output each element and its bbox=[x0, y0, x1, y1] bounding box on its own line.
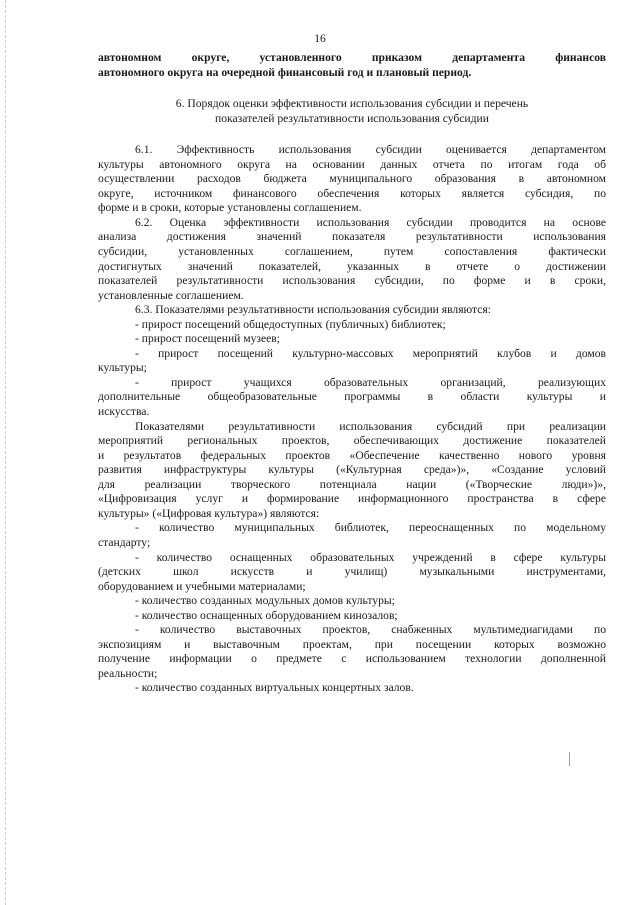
text-line: «Цифровизация услуг и формирование информационного пространства в сфере bbox=[98, 492, 606, 506]
text-line: для реализации творческого потенциала нации («Творческие люди»)», bbox=[98, 477, 606, 491]
text-line: автономном округе, установленного приказом департамента финансов bbox=[98, 51, 606, 64]
text-line: анализа достижения значений показателя результативности использования bbox=[98, 230, 606, 244]
text-line: Показателями результативности использования субсидий при реализации bbox=[135, 419, 606, 433]
section-heading bbox=[98, 97, 606, 126]
list-item: - количество оснащенных оборудованием кинозалов; bbox=[135, 608, 398, 622]
paragraph-6-3 bbox=[98, 303, 606, 419]
text-line: искусства. bbox=[98, 405, 150, 419]
text-line: стандарту; bbox=[98, 535, 151, 549]
page-left-edge bbox=[5, 0, 6, 905]
text-line: дополнительные общеобразовательные программы в области культуры и bbox=[98, 390, 606, 404]
text-line: мероприятий региональных проектов, обеспечивающих достижение показателей bbox=[98, 434, 606, 448]
list-item: - количество выставочных проектов, снабженных мультимедиагидами по bbox=[135, 623, 606, 637]
text-line: форме и в сроки, которые установлены соглашением. bbox=[98, 201, 362, 215]
list-item: - количество созданных модульных домов культуры; bbox=[135, 594, 395, 608]
text-line: культуры» («Цифровая культура») являются: bbox=[98, 506, 320, 520]
list-item: - прирост учащихся образовательных организаций, реализующих bbox=[135, 375, 606, 389]
text-line: развития инфраструктуры культуры («Культурная среда»)», «Создание условий bbox=[98, 463, 606, 477]
page-number: 16 bbox=[314, 32, 326, 45]
list-item: - количество муниципальных библиотек, переоснащенных по модельному bbox=[135, 521, 606, 535]
regional-projects-paragraph bbox=[98, 420, 606, 696]
list-item: - количество оснащенных образовательных учреждений в сфере культуры bbox=[135, 550, 606, 564]
scan-mark bbox=[569, 752, 570, 766]
text-line: культуры; bbox=[98, 361, 147, 375]
text-line: оборудованием и учебными материалами; bbox=[98, 579, 306, 593]
list-item: - прирост посещений музеев; bbox=[135, 332, 280, 346]
text-line: субсидии, установленных соглашением, путем сопоставления фактически bbox=[98, 245, 606, 259]
text-line: и результатов федеральных проектов «Обеспечение качественно нового уровня bbox=[98, 448, 606, 462]
paragraph-6-2 bbox=[98, 216, 606, 303]
text-line: 6.1. Эффективность использования субсидии оценивается департаментом bbox=[135, 143, 606, 157]
text-line: экспозициям и выставочным проектам, при посещении которых возможно bbox=[98, 637, 606, 651]
text-line: округе, источником финансового обеспечения которых является субсидия, по bbox=[98, 186, 606, 200]
text-line: 6. Порядок оценки эффективности использования субсидии и перечень bbox=[175, 97, 529, 111]
list-item: - прирост посещений культурно-массовых мероприятий клубов и домов bbox=[135, 346, 606, 360]
text-line: автономного округа на очередной финансовый год и плановый период. bbox=[98, 65, 472, 79]
text-line: получение информации о предмете с использованием технологии дополненной bbox=[98, 652, 606, 666]
text-line: (детских школ искусств и училищ) музыкальными инструментами, bbox=[98, 565, 606, 579]
text-line: осуществлении расходов бюджета муниципального образования в автономном bbox=[98, 172, 606, 186]
intro-paragraph bbox=[98, 51, 606, 80]
text-line: культуры автономного округа на основании данных отчета по итогам года об bbox=[98, 157, 606, 171]
text-line: 6.2. Оценка эффективности использования субсидии проводится на основе bbox=[135, 215, 606, 229]
text-line: показателей результативности использования субсидии bbox=[215, 111, 489, 125]
document-body bbox=[98, 51, 606, 696]
paragraph-6-1 bbox=[98, 143, 606, 216]
list-item: - прирост посещений общедоступных (публичных) библиотек; bbox=[135, 317, 446, 331]
text-line: реальности; bbox=[98, 666, 158, 680]
list-item: - количество созданных виртуальных концертных залов. bbox=[135, 681, 414, 695]
text-line: 6.3. Показателями результативности использования субсидии являются: bbox=[135, 303, 491, 317]
text-line: показателей результативности использования субсидии, по форме и в сроки, bbox=[98, 274, 606, 288]
text-line: установленные соглашением. bbox=[98, 288, 244, 302]
text-line: достигнутых значений показателей, указанных в отчете о достижении bbox=[98, 259, 606, 273]
